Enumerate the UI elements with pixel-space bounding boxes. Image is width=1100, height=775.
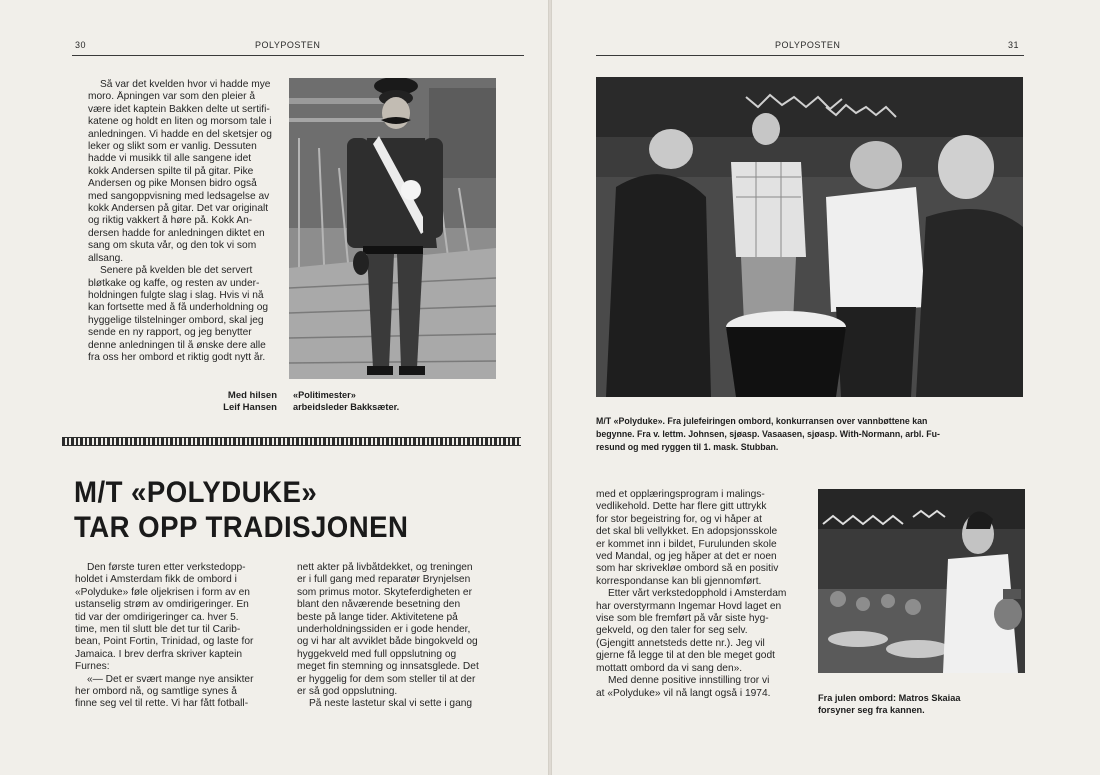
caption-line: forsyner seg fra kannen. [818, 704, 925, 715]
article-column-1 [75, 562, 276, 711]
text-line: Med denne positive innstilling tror vi [608, 675, 770, 687]
page-number: 31 [1008, 40, 1020, 50]
text-line: finne seg vel til rette. Vi har fått fotball- [75, 698, 249, 710]
text-line: gjerne få legge til at den ble meget godt [596, 650, 775, 662]
text-line: katene og holdt en liten og morsom tale i [88, 116, 272, 128]
text-line: bean, Point Fortin, Trinidad, og laste for [75, 636, 254, 648]
running-head: POLYPOSTEN [775, 40, 841, 50]
text-line: sende en ny rapport, og jeg benytter [88, 327, 252, 339]
text-line: Senere på kvelden ble det servert [100, 265, 253, 277]
text-line: at «Polyduke» vil nå langt også i 1974. [596, 687, 771, 699]
signoff-name: Leif Hansen [223, 402, 277, 413]
text-line: er i full gang med reparatør Brynjelsen [297, 574, 471, 586]
text-line: meget fin stemning og innsatsglede. Det [297, 661, 479, 673]
text-line: kokk Andersen spilte til på gitar. Pike [88, 165, 254, 177]
text-line: «— Det er svært mange nye ansikter [87, 673, 254, 685]
right-page [552, 0, 1100, 775]
text-line: og vi har alt avviklet både bingokveld og [297, 636, 478, 648]
text-line: holdningen fulgte slag i slag. Hvis vi nå [88, 289, 264, 301]
intro-article-text [88, 79, 276, 364]
text-line: sang om skuta vår, og den tok vi som [88, 240, 257, 252]
text-line: med et opplæringsprogram i malings- [596, 489, 765, 500]
text-line: På neste lastetur skal vi sette i gang [309, 698, 473, 710]
text-line: for stor begeistring for, og vi håper at [596, 513, 762, 525]
text-line: hyggekveld med full oppslutning og [297, 648, 457, 660]
signoff-greeting: Med hilsen [227, 390, 277, 401]
signoff [200, 390, 277, 414]
text-line: kan fortsette med å få underholdning og [88, 302, 269, 314]
text-line: time, men til slutt ble det tur til Carib- [75, 624, 241, 636]
text-line: nett akter på livbåtdekket, og treningen [297, 562, 473, 573]
text-line: er hyggelig for dem som steller til at der [297, 673, 476, 685]
photo-christmas-party-contest [596, 77, 1023, 397]
text-line: bløtkake og kaffe, og resten av under- [88, 277, 260, 289]
text-line: og riktig vakkert å høre på. Kokk An- [88, 215, 253, 227]
text-line: (Gjengitt annetsteds dette nr.). Jeg vil [596, 637, 765, 649]
text-line: «Polyduke» føle oljekrisen i form av en [75, 586, 250, 598]
text-line: beste på lange tider. Aktivitetene på [297, 611, 458, 623]
text-line: Jamaica. I brev derfra skriver kaptein [75, 648, 243, 660]
text-line: Furnes: [75, 661, 110, 673]
caption-line: arbeidsleder Bakksæter. [293, 401, 400, 412]
caption-line: Fra julen ombord: Matros Skaiaa [818, 693, 961, 703]
article-continuation [596, 489, 800, 700]
photo-caption-policeman [293, 390, 493, 413]
text-line: det skal bli vellykket. En adopsjonsskole [596, 526, 778, 538]
caption-line: «Politimester» [293, 390, 356, 400]
text-line: mottatt ombord da vi sang den». [596, 662, 743, 674]
caption-line: M/T «Polyduke». Fra julefeiringen ombord, konkurransen over vannbøttene kan [596, 416, 928, 426]
text-line: fra oss her ombord et riktig godt nytt år. [88, 351, 266, 363]
text-line: som primus motor. Skyteferdigheten er [297, 586, 472, 598]
text-line: anledningen. Vi hadde en del sketsjer og [88, 128, 272, 140]
header-rule [596, 55, 1024, 56]
page-number: 30 [75, 40, 87, 50]
text-line: her ombord nå, og samtlige synes å [75, 686, 237, 698]
headline-line-1: M/T «POLYDUKE» [74, 476, 318, 509]
text-line: ved Mandal, og jeg håper at det er noen [596, 551, 777, 563]
photo-sailor-with-jug [818, 489, 1025, 673]
text-line: vedlikehold. Dette har flere gitt uttrykk [596, 501, 767, 513]
text-line: kokk Andersen på gitar. Det var originalt [88, 203, 269, 215]
text-line: være idet kaptein Bakken delte ut sertifi- [88, 103, 270, 115]
text-line: Så var det kvelden hvor vi hadde mye [100, 79, 271, 90]
text-line: blant den nåværende besetning den [297, 599, 461, 611]
photo-caption-party [596, 415, 1021, 454]
text-line: moro. Åpningen var som den pleier å [88, 91, 256, 103]
photo-caption-sailor [818, 693, 1028, 716]
text-line: hyggelige tilstelninger ombord, skal jeg [88, 314, 264, 326]
text-line: Andersen og pike Monsen bidro også [88, 178, 257, 190]
photo-policeman-costume [289, 78, 496, 379]
running-head: POLYPOSTEN [255, 40, 321, 50]
caption-line: resund og med ryggen til 1. mask. Stubban. [596, 442, 779, 452]
article-column-2 [297, 562, 498, 711]
text-line: Etter vårt verkstedopphold i Amsterdam [608, 588, 787, 600]
text-line: som har skrivekløe ombord så en positiv [596, 563, 779, 575]
ornamental-divider [62, 437, 521, 446]
text-line: leker og slikt som er vanlig. Dessuten [88, 141, 257, 153]
header-rule [72, 55, 524, 56]
text-line: underholdningssiden er i gode hender, [297, 624, 471, 636]
text-line: har overstyrmann Ingemar Hovd laget en [596, 600, 782, 612]
text-line: holdet i Amsterdam fikk de ombord i [75, 574, 237, 586]
caption-line: begynne. Fra v. lettm. Johnsen, sjøasp. Vasaasen, sjøasp. With-Normann, arbl. Fu- [596, 429, 940, 439]
text-line: hadde vi musikk til alle sangene idet [88, 153, 252, 165]
text-line: er så god oppslutning. [297, 686, 398, 698]
headline-line-2: TAR OPP TRADISJONEN [74, 511, 409, 544]
text-line: denne anledningen til å ønske dere alle [88, 339, 266, 351]
text-line: vise som ble fremført på vår siste hyg- [596, 613, 769, 625]
text-line: Den første turen etter verkstedopp- [87, 562, 246, 573]
text-line: med sangoppvisning med ledsagelse av [88, 190, 270, 202]
text-line: gekveld, og den taler for seg selv. [596, 625, 748, 637]
text-line: dersen hadde for anledningen diktet en [88, 227, 265, 239]
text-line: korrespondanse kan bli gjennomført. [596, 575, 762, 587]
text-line: allsang. [88, 252, 124, 264]
text-line: tid var der omdirigeringer ca. hver 5. [75, 611, 239, 623]
text-line: er kommet inn i bildet, Furulunden skole [596, 538, 777, 550]
text-line: ustanselig strøm av omdirigeringer. En [75, 599, 249, 611]
left-page [0, 0, 548, 775]
